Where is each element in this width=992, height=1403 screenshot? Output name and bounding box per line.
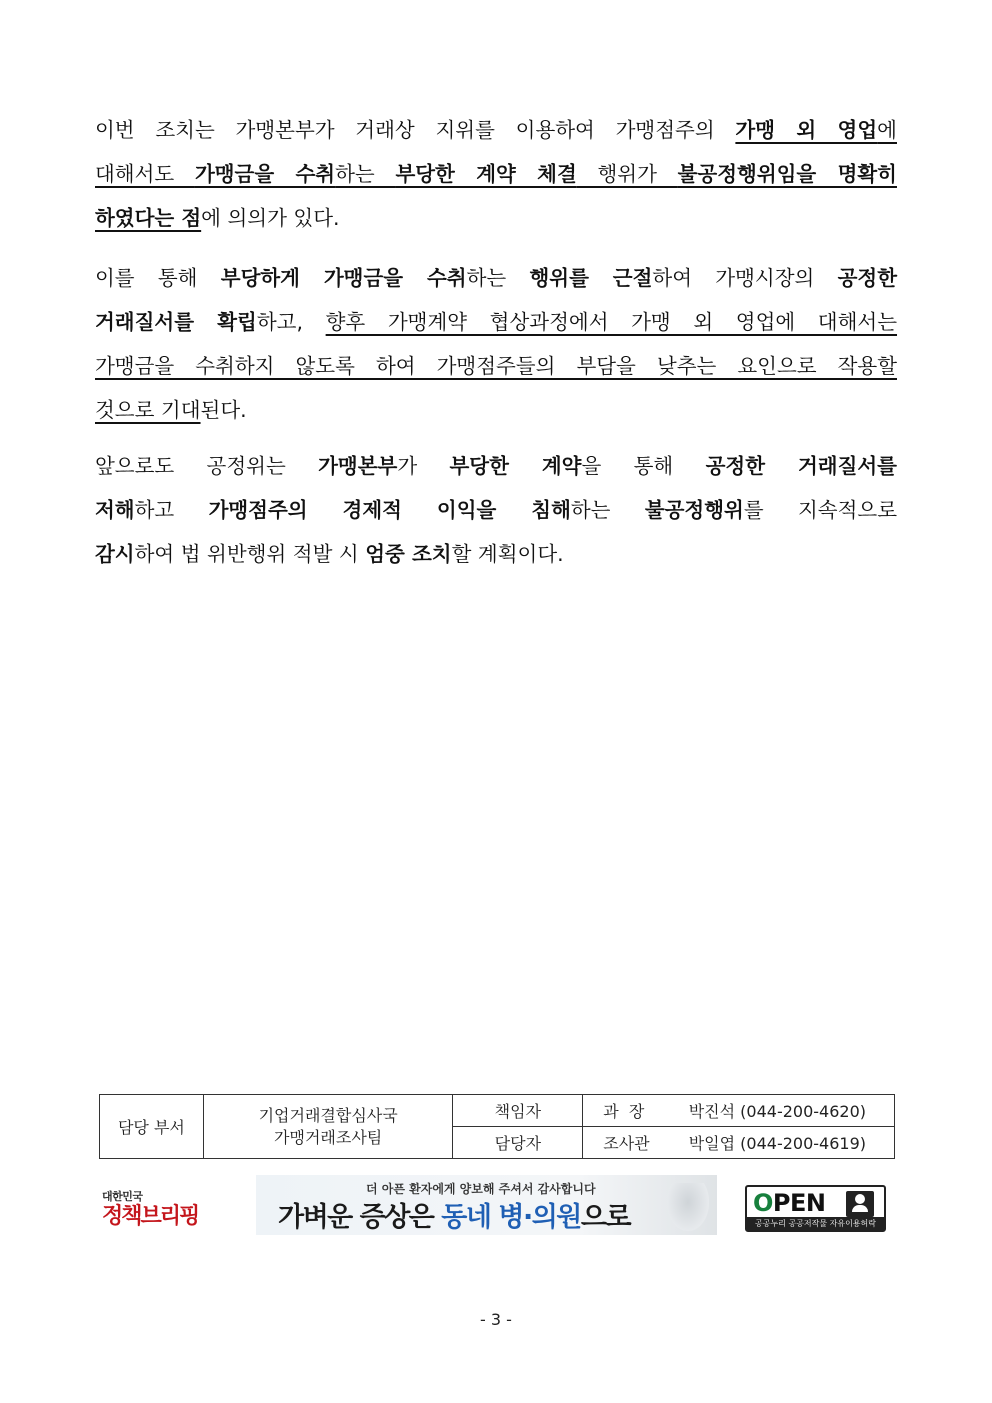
contact-table xyxy=(99,1094,895,1159)
text-run: 앞으로도 공정위는 xyxy=(95,454,319,478)
text-run: 하여 법 위반행위 적발 시 xyxy=(134,542,366,566)
dept-name-line-2: 가맹거래조사팀 xyxy=(274,1127,383,1147)
banner-text: 가벼운 증상은 xyxy=(278,1202,442,1233)
open-caption: 공공누리 공공저작물 자유이용허락 xyxy=(747,1217,884,1230)
role-label: 책임자 xyxy=(494,1102,542,1121)
role-cell xyxy=(453,1095,583,1127)
emphasis-run: 부당한 계약 xyxy=(449,454,582,478)
text-run: 하고 xyxy=(134,498,209,522)
attribution-icon xyxy=(846,1191,874,1217)
paragraph-2-line-3 xyxy=(95,344,897,388)
person-title: 조사관 xyxy=(603,1134,650,1153)
emphasis-run: 엄중 조치 xyxy=(365,542,452,566)
text-run: 할 계획이다. xyxy=(451,542,564,566)
emphasis-run: 부당한 계약 체결 xyxy=(395,162,577,186)
banner-highlight: 동네 병·의원 xyxy=(441,1202,581,1233)
role-cell xyxy=(453,1127,583,1159)
policy-briefing-logo xyxy=(102,1188,212,1234)
emphasis-run: 행위를 근절 xyxy=(529,266,653,290)
emphasis-run: 공정한 거래질서를 xyxy=(705,454,897,478)
dept-label: 담당 부서 xyxy=(117,1118,185,1137)
dept-label-cell xyxy=(100,1095,204,1159)
banner-text: 으로 xyxy=(580,1202,631,1233)
person-cell xyxy=(583,1127,895,1159)
text-run: 된다. xyxy=(200,398,247,422)
emphasis-run: 가맹 외 영업 xyxy=(735,118,878,142)
paragraph-2-line-2 xyxy=(95,300,897,344)
emphasis-run: 부당하게 가맹금을 수취 xyxy=(220,266,467,290)
kogl-open-badge xyxy=(745,1185,886,1232)
dept-name-line-1: 기업거래결합심사국 xyxy=(258,1105,398,1125)
banner-subtitle: 더 아픈 환자에게 양보해 주셔서 감사합니다 xyxy=(366,1182,596,1196)
paragraph-2 xyxy=(95,256,897,432)
paragraph-1 xyxy=(95,108,897,240)
text-run: 이번 조치는 가맹본부가 거래상 지위를 이용하여 가맹점주의 xyxy=(95,118,736,142)
dept-name-cell xyxy=(203,1095,453,1159)
paragraph-2-line-1 xyxy=(95,256,897,300)
text-run: 에 의의가 있다. xyxy=(201,206,340,230)
text-run: 행위가 xyxy=(576,162,678,186)
underlined-run: 가맹금을 수취하지 않도록 하여 가맹점주들의 부담을 낮추는 요인으로 작용할 xyxy=(95,354,897,378)
role-label: 담당자 xyxy=(494,1134,542,1153)
emphasis-run: 하였다는 점 xyxy=(95,206,202,230)
text-run: 을 통해 xyxy=(581,454,706,478)
emphasis-run: 가맹점주의 경제적 이익을 침해 xyxy=(208,498,571,522)
banner-illustration xyxy=(667,1183,709,1231)
text-run: 하여 가맹시장의 xyxy=(652,266,838,290)
paragraph-2-line-4 xyxy=(95,388,897,432)
paragraph-3-line-3 xyxy=(95,532,897,576)
emphasis-run: 공정한 xyxy=(837,266,898,290)
person-cell xyxy=(583,1095,895,1127)
emphasis-run: 가맹금을 수취 xyxy=(194,162,336,186)
text-run: 를 지속적으로 xyxy=(743,498,897,522)
emphasis-run: 불공정행위 xyxy=(644,498,744,522)
text-run: 이를 통해 xyxy=(95,266,221,290)
underlined-run: 향후 가맹계약 협상과정에서 가맹 외 영업에 대해서는 xyxy=(325,310,898,334)
text-run: 하고, xyxy=(256,310,326,334)
text-run: 하는 xyxy=(570,498,645,522)
text-run: 하는 xyxy=(466,266,530,290)
campaign-banner xyxy=(256,1175,717,1235)
emphasis-run: 거래질서를 확립 xyxy=(95,310,257,334)
person-contact: 박일엽 (044-200-4619) xyxy=(688,1134,866,1153)
underlined-run: 것으로 기대 xyxy=(95,398,201,422)
open-rest: PEN xyxy=(772,1189,826,1217)
text-run: 에 xyxy=(877,118,897,142)
paragraph-3 xyxy=(95,444,897,576)
paragraph-1-line-1 xyxy=(95,108,897,152)
emphasis-run: 저해 xyxy=(95,498,135,522)
paragraph-1-line-2 xyxy=(95,152,897,196)
text-run: 하는 xyxy=(335,162,396,186)
emphasis-run: 불공정행위임을 명확히 xyxy=(677,162,897,186)
paragraph-3-line-2 xyxy=(95,488,897,532)
logo-small-text: 대한민국 xyxy=(102,1190,143,1203)
contact-row-1 xyxy=(100,1095,895,1127)
paragraph-3-line-1 xyxy=(95,444,897,488)
logo-big-text: 정책브리핑 xyxy=(102,1204,199,1229)
page-number: - 3 - xyxy=(480,1310,512,1329)
emphasis-run: 가맹본부 xyxy=(318,454,398,478)
emphasis-run: 감시 xyxy=(95,542,135,566)
banner-headline xyxy=(278,1195,630,1234)
person-contact: 박진석 (044-200-4620) xyxy=(688,1102,866,1121)
text-run: 가 xyxy=(397,454,450,478)
open-o: O xyxy=(753,1189,773,1217)
text-run: 대해서도 xyxy=(95,162,195,186)
person-title: 과 장 xyxy=(603,1102,645,1121)
paragraph-1-line-3 xyxy=(95,196,897,240)
open-logo-text xyxy=(753,1189,825,1217)
